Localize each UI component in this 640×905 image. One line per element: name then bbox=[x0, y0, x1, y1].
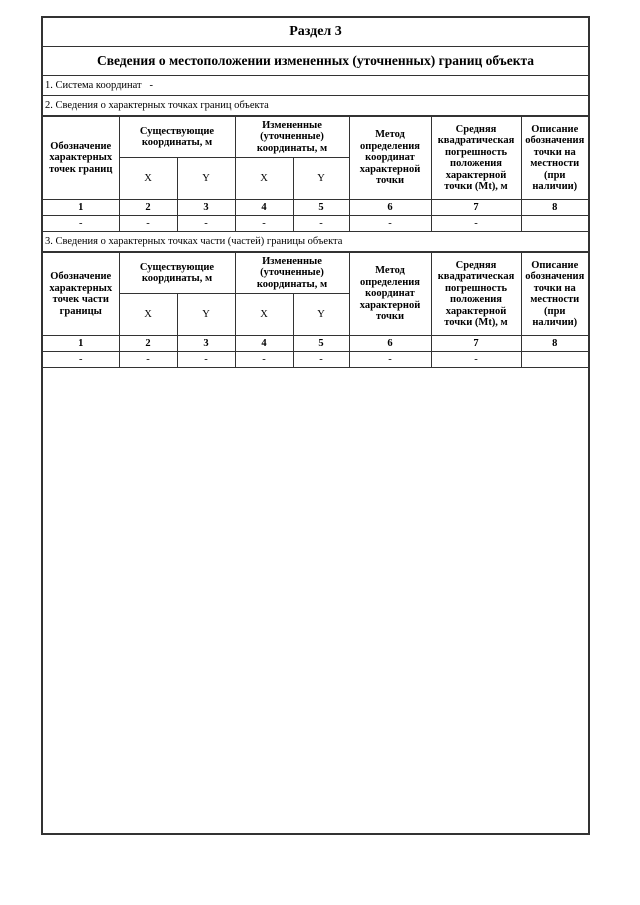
block2-num: 1 bbox=[43, 336, 119, 352]
block1-changed-y: Y bbox=[293, 158, 349, 200]
block1-col-error: Средняя квадратическая погрешность положения характерной точки (Mt), м bbox=[431, 117, 521, 200]
block1-col-changed: Измененные (уточненные) координаты, м bbox=[235, 117, 349, 158]
block2-num: 2 bbox=[119, 336, 177, 352]
block2-existing-y: Y bbox=[177, 294, 235, 336]
block2-heading: 3. Сведения о характерных точках части (частей) границы объекта bbox=[43, 232, 588, 252]
block2-col-description: Описание обозначения точки на местности (при наличии) bbox=[521, 253, 588, 336]
block2-changed-y: Y bbox=[293, 294, 349, 336]
block2-cell: - bbox=[177, 352, 235, 368]
block2-table bbox=[43, 252, 588, 368]
coord-system-label: 1. Система координат bbox=[45, 80, 142, 91]
block1-existing-x: X bbox=[119, 158, 177, 200]
block1-num: 8 bbox=[521, 200, 588, 216]
coord-system-row bbox=[43, 76, 588, 96]
block1-num: 2 bbox=[119, 200, 177, 216]
block2-cell: - bbox=[119, 352, 177, 368]
block2-num: 3 bbox=[177, 336, 235, 352]
block2-data-row bbox=[43, 352, 588, 368]
block1-cell: - bbox=[177, 216, 235, 232]
block1-data-row bbox=[43, 216, 588, 232]
block1-col-description: Описание обозначения точки на местности (при наличии) bbox=[521, 117, 588, 200]
block1-cell: - bbox=[349, 216, 431, 232]
section-subtitle: Сведения о местоположении измененных (уточненных) границ объекта bbox=[43, 47, 588, 76]
block2-cell: - bbox=[293, 352, 349, 368]
block1-cell bbox=[521, 216, 588, 232]
block1-cell: - bbox=[119, 216, 177, 232]
block1-num: 5 bbox=[293, 200, 349, 216]
block1-num: 1 bbox=[43, 200, 119, 216]
block1-cell: - bbox=[43, 216, 119, 232]
block2-cell: - bbox=[43, 352, 119, 368]
block2-col-existing: Существующие координаты, м bbox=[119, 253, 235, 294]
block2-num: 5 bbox=[293, 336, 349, 352]
block1-cell: - bbox=[235, 216, 293, 232]
block1-col-method: Метод определения координат характерной точки bbox=[349, 117, 431, 200]
block1-changed-x: X bbox=[235, 158, 293, 200]
block2-col-changed: Измененные (уточненные) координаты, м bbox=[235, 253, 349, 294]
block1-num: 7 bbox=[431, 200, 521, 216]
document-frame bbox=[41, 16, 590, 835]
block2-col-designation: Обозначение характерных точек части границы bbox=[43, 253, 119, 336]
block2-num: 8 bbox=[521, 336, 588, 352]
block2-changed-x: X bbox=[235, 294, 293, 336]
block2-num: 7 bbox=[431, 336, 521, 352]
block1-num: 4 bbox=[235, 200, 293, 216]
block2-col-method: Метод определения координат характерной точки bbox=[349, 253, 431, 336]
block2-cell: - bbox=[349, 352, 431, 368]
block2-existing-x: X bbox=[119, 294, 177, 336]
block1-cell: - bbox=[293, 216, 349, 232]
block1-number-row bbox=[43, 200, 588, 216]
block2-cell bbox=[521, 352, 588, 368]
coord-system-value: - bbox=[149, 80, 154, 91]
block1-table bbox=[43, 116, 588, 232]
section-title: Раздел 3 bbox=[43, 18, 588, 47]
block1-num: 6 bbox=[349, 200, 431, 216]
block1-num: 3 bbox=[177, 200, 235, 216]
block1-existing-y: Y bbox=[177, 158, 235, 200]
block1-col-existing: Существующие координаты, м bbox=[119, 117, 235, 158]
block1-cell: - bbox=[431, 216, 521, 232]
block2-num: 4 bbox=[235, 336, 293, 352]
block2-number-row bbox=[43, 336, 588, 352]
block1-heading: 2. Сведения о характерных точках границ объекта bbox=[43, 96, 588, 116]
block2-num: 6 bbox=[349, 336, 431, 352]
block2-col-error: Средняя квадратическая погрешность положения характерной точки (Mt), м bbox=[431, 253, 521, 336]
block2-cell: - bbox=[431, 352, 521, 368]
block1-col-designation: Обозначение характерных точек границ bbox=[43, 117, 119, 200]
block2-cell: - bbox=[235, 352, 293, 368]
